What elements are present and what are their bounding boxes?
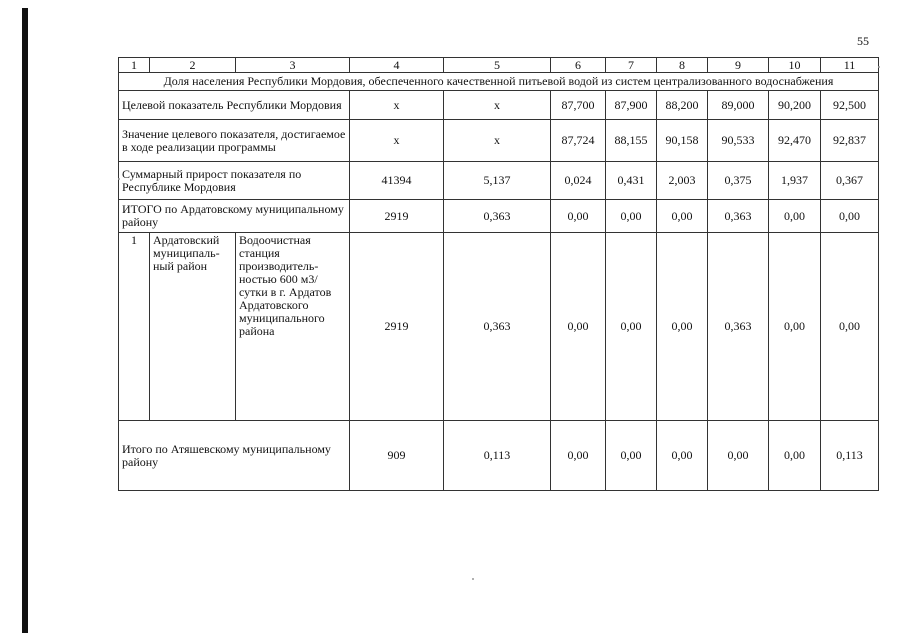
- table-row: [119, 233, 879, 421]
- value-cell: 0,00: [606, 200, 657, 233]
- value-cell: 0,00: [606, 421, 657, 491]
- value-cell: x: [350, 91, 444, 120]
- value-cell: 2,003: [657, 162, 708, 200]
- value-cell: 5,137: [444, 162, 551, 200]
- row-label: Целевой показатель Республики Мордовия: [119, 91, 350, 120]
- value-cell: 88,155: [606, 120, 657, 162]
- value-cell: 92,470: [769, 120, 821, 162]
- row-label: Итого по Атяшевскому муниципальному району: [119, 421, 350, 491]
- scan-speck: [118, 178, 120, 180]
- header-cell: 1: [119, 58, 150, 73]
- header-cell: 3: [236, 58, 350, 73]
- value-cell: 1,937: [769, 162, 821, 200]
- value-cell: x: [444, 91, 551, 120]
- header-cell: 4: [350, 58, 444, 73]
- value-cell: 0,363: [708, 200, 769, 233]
- value-cell: 90,200: [769, 91, 821, 120]
- value-cell: 0,024: [551, 162, 606, 200]
- value-cell: 0,00: [657, 233, 708, 421]
- section-title: Доля населения Республики Мордовия, обеспеченного качественной питьевой водой из систем централизованного водоснабжения: [119, 73, 879, 91]
- value-cell: 0,367: [821, 162, 879, 200]
- header-cell: 10: [769, 58, 821, 73]
- page-number: 55: [857, 34, 869, 48]
- value-cell: 90,533: [708, 120, 769, 162]
- value-cell: 0,363: [708, 233, 769, 421]
- value-cell: 0,363: [444, 200, 551, 233]
- table-row: [119, 421, 879, 491]
- value-cell: 0,00: [821, 233, 879, 421]
- value-cell: 41394: [350, 162, 444, 200]
- object-description: Водоочистная станция производитель-ностью 600 м3/сутки в г. Ардатов Ардатовского муниципального района: [236, 233, 350, 421]
- value-cell: 909: [350, 421, 444, 491]
- value-cell: 2919: [350, 200, 444, 233]
- value-cell: x: [444, 120, 551, 162]
- row-number: 1: [119, 233, 150, 421]
- value-cell: 88,200: [657, 91, 708, 120]
- row-label: Суммарный прирост показателя по Республике Мордовия: [119, 162, 350, 200]
- binding-edge: [22, 8, 28, 633]
- indicator-table: [118, 57, 879, 491]
- scan-speck: [472, 578, 474, 580]
- header-cell: 8: [657, 58, 708, 73]
- value-cell: 0,00: [769, 233, 821, 421]
- row-label: ИТОГО по Ардатовскому муниципальному району: [119, 200, 350, 233]
- header-cell: 7: [606, 58, 657, 73]
- value-cell: 0,00: [606, 233, 657, 421]
- value-cell: 89,000: [708, 91, 769, 120]
- value-cell: 0,00: [657, 200, 708, 233]
- header-cell: 6: [551, 58, 606, 73]
- value-cell: 87,700: [551, 91, 606, 120]
- district-name: Ардатовский муниципаль-ный район: [150, 233, 236, 421]
- value-cell: 0,113: [444, 421, 551, 491]
- value-cell: 92,837: [821, 120, 879, 162]
- scan-speck: [878, 66, 880, 68]
- value-cell: 0,113: [821, 421, 879, 491]
- value-cell: 0,00: [708, 421, 769, 491]
- value-cell: 0,00: [769, 421, 821, 491]
- header-row: [119, 58, 879, 73]
- table-row: [119, 162, 879, 200]
- header-cell: 2: [150, 58, 236, 73]
- value-cell: 0,00: [657, 421, 708, 491]
- value-cell: 2919: [350, 233, 444, 421]
- value-cell: 87,900: [606, 91, 657, 120]
- value-cell: 92,500: [821, 91, 879, 120]
- value-cell: 0,00: [551, 421, 606, 491]
- value-cell: 0,375: [708, 162, 769, 200]
- value-cell: 0,00: [551, 200, 606, 233]
- value-cell: 0,363: [444, 233, 551, 421]
- header-cell: 5: [444, 58, 551, 73]
- table-row: [119, 91, 879, 120]
- value-cell: 87,724: [551, 120, 606, 162]
- table-row: [119, 200, 879, 233]
- value-cell: 0,00: [551, 233, 606, 421]
- value-cell: 0,00: [769, 200, 821, 233]
- value-cell: 0,00: [821, 200, 879, 233]
- value-cell: 90,158: [657, 120, 708, 162]
- row-label: Значение целевого показателя, достигаемое в ходе реализации программы: [119, 120, 350, 162]
- value-cell: x: [350, 120, 444, 162]
- section-title-row: [119, 73, 879, 91]
- header-cell: 11: [821, 58, 879, 73]
- header-cell: 9: [708, 58, 769, 73]
- table-row: [119, 120, 879, 162]
- value-cell: 0,431: [606, 162, 657, 200]
